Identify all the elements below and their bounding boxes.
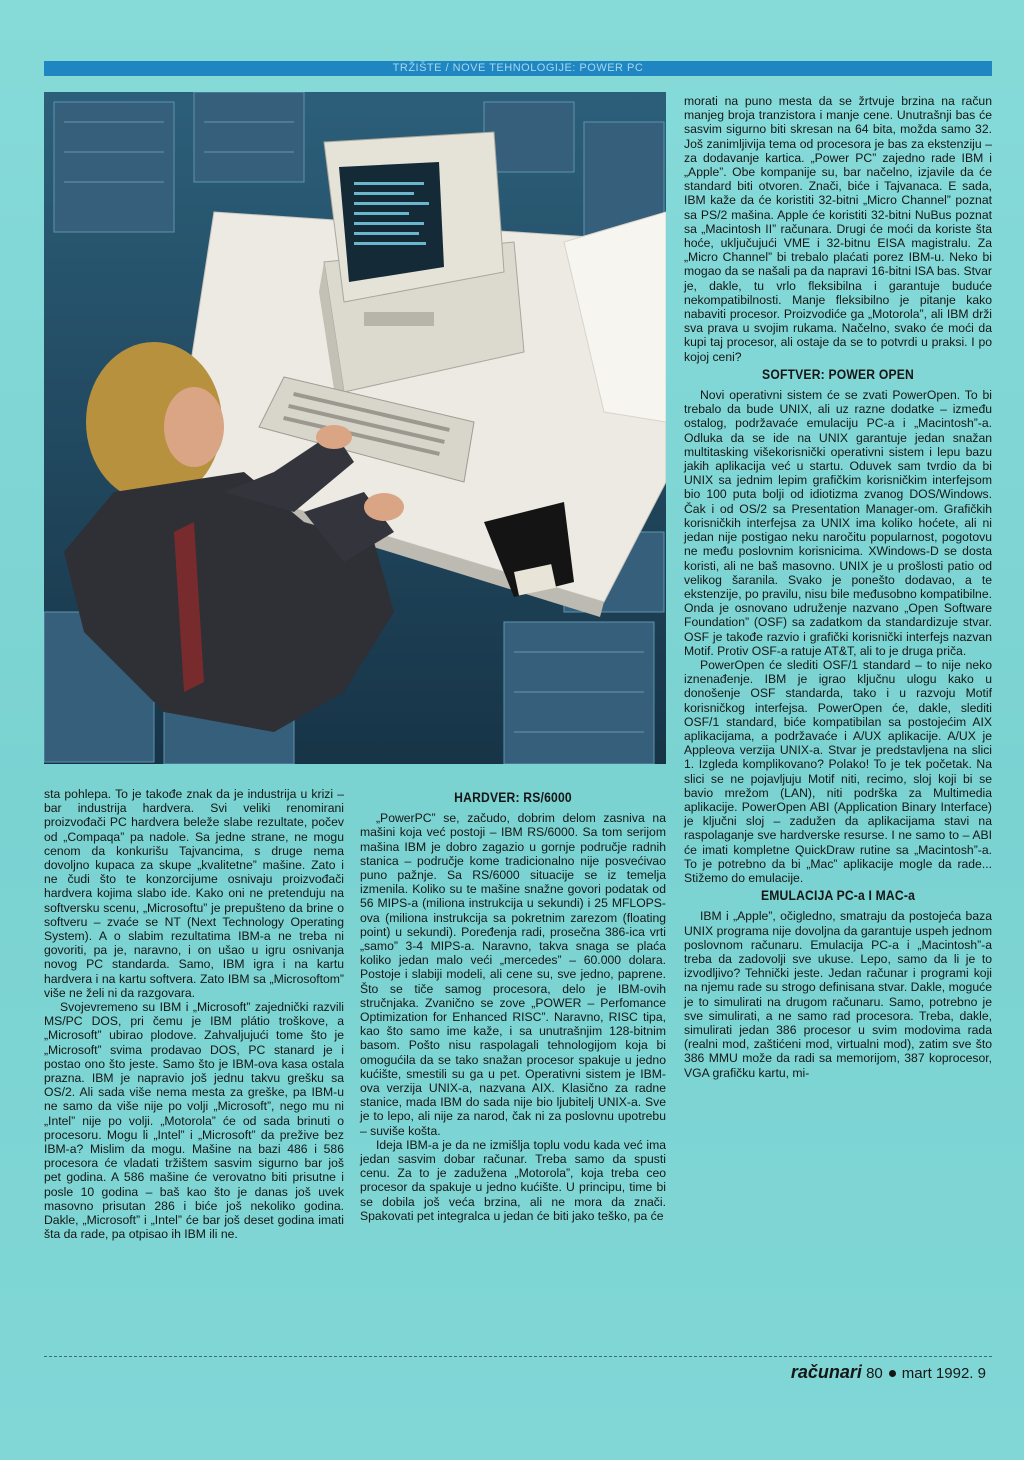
bullet-icon [889, 1370, 896, 1377]
column-3 [684, 94, 992, 1080]
page-number: 9 [977, 1365, 986, 1382]
paragraph: Svojevremeno su IBM i „Microsoft” zajednički razvili MS/PC DOS, pri čemu je IBM plátio troškove, a „Microsoft” ubirao plodove. Zahvaljujući tome što je „Microsoft” svima prodavao DOS, PC stanard je i postao ono što jeste. Samo što je IBM-ova kasa ostala prazna. IBM je napravio još jednu takvu grešku sa OS/2. Ali sada više nema mesta za greške, pa IBM-u ne samo da više nije po volji „Microsoft”, nego mu ni „Intel” nije po volji. „Motorola” će od sada brinuti o procesoru. Mogu li „Intel” i „Microsoft” da prežive bez IBM-a? Mislim da mogu. Mašine na bazi 486 i 586 procesora će vladati tržištem sasvim sigurno bar još pet godina. A 586 mašine će verovatno biti prisutne i posle 10 godina – baš kao što je danas još uvek masovno prisutan 286 i biće još nekoliko godina. Dakle, „Microsoft” i „Intel” će bar još deset godina imati šta da rade, pa otpisao ih IBM ili ne. [44, 1000, 344, 1242]
issue-date: mart 1992. [901, 1365, 974, 1382]
magazine-name: računari [790, 1362, 862, 1382]
article-photo [44, 92, 666, 764]
paragraph: „PowerPC” se, začudo, dobrim delom zasniva na mašini koja već postoji – IBM RS/6000. Sa tom serijom mašina IBM je dobro zagazio u gornje područje radnih stanica – područje kome tradicionalno nije posvećivao puno pažnje. Sa RS/6000 situacije se iz temelja izmenila. Koliko su te mašine snažne govori podatak od 56 MIPS-a (miliona instrukcija u sekundi) i 25 MFLOPS-ova (miliona instrukcija sa pokretnim zarezom (floating point) u sekundi). Poređenja radi, prosečna 386-ica vrti „samo” 3-4 MIPS-a. Naravno, takva snaga se plaća koliko jedan malo veći „mercedes” – 60.000 dolara. Postoje i slabiji modeli, ali cene su, sve jedno, paprene. Što se tiče samog procesora, delo je IBM-ovih stručnjaka. Zvanično se zove „POWER – Perfomance Optimization for Enhanced RISC”. Naravno, RISC tipa, kao što samo ime kaže, i sa unutrašnjim 128-bitnim basom. Pošto nisu raspolagali tehnologijom koja bi omogućila da se tako snažan procesor spakuje u jedno kućište, smestili su ga u pet. Operativni sistem je IBM-ova verzija UNIX-a, nazvana AIX. Klasično za radne stanice, mada IBM do sada nije bio ljubitelj UNIX-a. Sve je to lepo, ali nije za narod, čak ni za poslovnu upotrebu – suviše košta. [360, 811, 666, 1138]
column-2 [360, 787, 666, 1223]
paragraph: morati na puno mesta da se žrtvuje brzina na račun manjeg broja tranzistora i manje cene. Unutrašnji bas će sasvim sigurno biti skresan na 64 bita, možda samo 32. Još zanimljivija tema od procesora je bas za ekstenziju – za dodavanje kartica. „Power PC” zajedno rade IBM i „Apple”. Obe kompanije su, bar načelno, izjavile da će standard biti otvoren. Znači, biće i Tajvanaca. E sada, IBM kaže da će koristiti 32-bitni „Micro Channel” poznat sa PS/2 mašina. Apple će koristiti 32-bitni NuBus poznat sa „Macintosh II” računara. Drugi će moći da koriste šta hoće, uključujući VME i 32-bitnu EISA magistralu. Za „Micro Channel” bi trebalo plaćati porez IBM-u. Neko bi mogao da se našali pa da napravi 16-bitni ISA bas. Stvar je, dakle, tu vrlo fleksibilna i garantuje buduće nekompatibilnosti. Manje fleksibilno je pitanje kako nabaviti procesor. Proizvodiće ga „Motorola”, ali IBM drži sva prava u svojim rukama. Načelno, svako će moći da kupi taj procesor, ali ostaje da se to potvrdi u praksi. I po kojoj ceni? [684, 94, 992, 364]
section-banner: TRŽIŠTE / NOVE TEHNOLOGIJE: POWER PC [44, 61, 992, 76]
issue-number: 80 [866, 1365, 883, 1382]
businessman-computer-illustration [44, 92, 666, 764]
paragraph: sta pohlepa. To je takođe znak da je industrija u krizi – bar industrija hardvera. Svi veliki renomirani proizvođači PC hardvera beleže slabe rezultate, počev od „Compaqa” pa nadole. Sa jedne strane, ne mogu cenom da konkurišu Tajvancima, s druge nema dovoljno kupaca za skupe „kvalitetne” mašine. Zato i ne čudi što te konzorcijume osnivaju proizvođači hardvera kojima slabo ide. Kako oni ne pretenduju na softversku scenu, „Microsoftu” je prepušteno da brine o softveru – zvaće se NT (Next Technology Operating System). A o slabim rezultatima IBM-a ne treba ni govoriti, pa je, naravno, i on ušao u igru osnivanja novog PC standarda. Samo, IBM igra i na kartu hardvera i na kartu softvera. Zato IBM sa „Microsoftom” više ne želi ni da razgovara. [44, 787, 344, 1000]
footer-rule [44, 1356, 992, 1357]
paragraph: Ideja IBM-a je da ne izmišlja toplu vodu kada već ima jedan sasvim dobar računar. Treba samo da spusti cenu. Za to je zadužena „Motorola”, koja treba ceo procesor da spakuje u jedno kućište. U principu, time bi se dobila još veća brzina, ali ne mora da znači. Spakovati pet integralca u jedan će biti jako teško, pa će [360, 1137, 666, 1223]
page-footer [791, 1362, 986, 1384]
paragraph: PowerOpen će slediti OSF/1 standard – to nije neko iznenađenje. IBM je igrao ključnu ulogu kako u donošenje OSF standarda, tako i u razvoju Motif korisničkog interfejsa. PowerOpen će, dakle, slediti OSF/1 standard, biće kompatibilan sa postojećim AIX aplikacijama, a podržavaće i A/UX aplikacije. A/UX je Appleova verzija UNIX-a. Stvar je predstavljena na slici 1. Izgleda komplikovano? Polako! To je tek početak. Na slici se ne pojavljuju Motif niti, recimo, sloj koji bi se bavio mrežom (LAN), niti podrška za Multimedia aplikacije. PowerOpen ABI (Application Binary Interface) je ključni sloj – zadužen da aplikacijama stavi na raspolaganje sve hardverske resurse. I ne samo to – ABI će imati kompletne QuickDraw rutine sa „Macintosh”-a. To je potrebno da bi „Mac” aplikacije mogle da rade... Stižemo do emulacije. [684, 657, 992, 885]
section-heading-hardver: HARDVER: RS/6000 [454, 790, 572, 805]
paragraph: Novi operativni sistem će se zvati PowerOpen. To bi trebalo da bude UNIX, ali uz razne dodatke – između ostalog, podržavaće emulaciju PC-a i „Macintosh”-a. Odluka da se ide na UNIX garantuje jedan snažan multitasking višekorisnički operativni sistem i lepu bazu jakih aplikacija već u startu. Oduvek sam tvrdio da bi UNIX sa jednim lepim grafičkim korisničkim interfejsom bio 100 puta bolji od idiotizma zvanog DOS/Windows. Čak i od OS/2 sa Presentation Manager-om. Grafičkih korisničkih interfejsa za UNIX ima koliko hoćete, ali ni jedan nije postigao neku naročitu popularnost, pogotovu ne među poslovnim korisnicima. XWindows-D se dosta koristi, ali ne baš masovno. UNIX je u prošlosti patio od velikog šaranila. Svako je ponešto dodavao, a te ekstenzije, po pravilu, nisu bile međusobno kompatibilne. Onda je osnovano udruženje nazvano „Open Software Foundation” (OSF) sa zadatkom da standardizuje stvar. OSF je takođe razvio i grafički korisnički interfejs nazvan Motif. Protiv OSF-a ratuje AT&T, ali to je druga priča. [684, 388, 992, 658]
section-heading-softver: SOFTVER: POWER OPEN [762, 366, 914, 382]
paragraph: IBM i „Apple”, očigledno, smatraju da postojeća baza UNIX programa nije dovoljna da garantuje uspeh jednom poslovnom računaru. Emulacija PC-a i „Macintosh”-a treba da zadovolji sve ukuse. Lepo, samo da li je to izvodljivo? Tehnički jeste. Jedan računar i programi koji na njemu rade su strogo definisana stvar. Dakle, moguće je to simulirati na drugom računaru. Samo, potrebno je sve simulirati, a ne samo rad procesora. Treba, dakle, simulirati jedan 386 procesor u svim modovima rada (realni mod, zaštićeni mod, virtualni mod), zatim sve što 386 MMU može da radi sa memorijom, 387 koprocesor, VGA grafičku kartu, mi- [684, 909, 992, 1080]
column-1 [44, 787, 344, 1242]
section-heading-emulacija: EMULACIJA PC-a I MAC-a [760, 888, 916, 904]
